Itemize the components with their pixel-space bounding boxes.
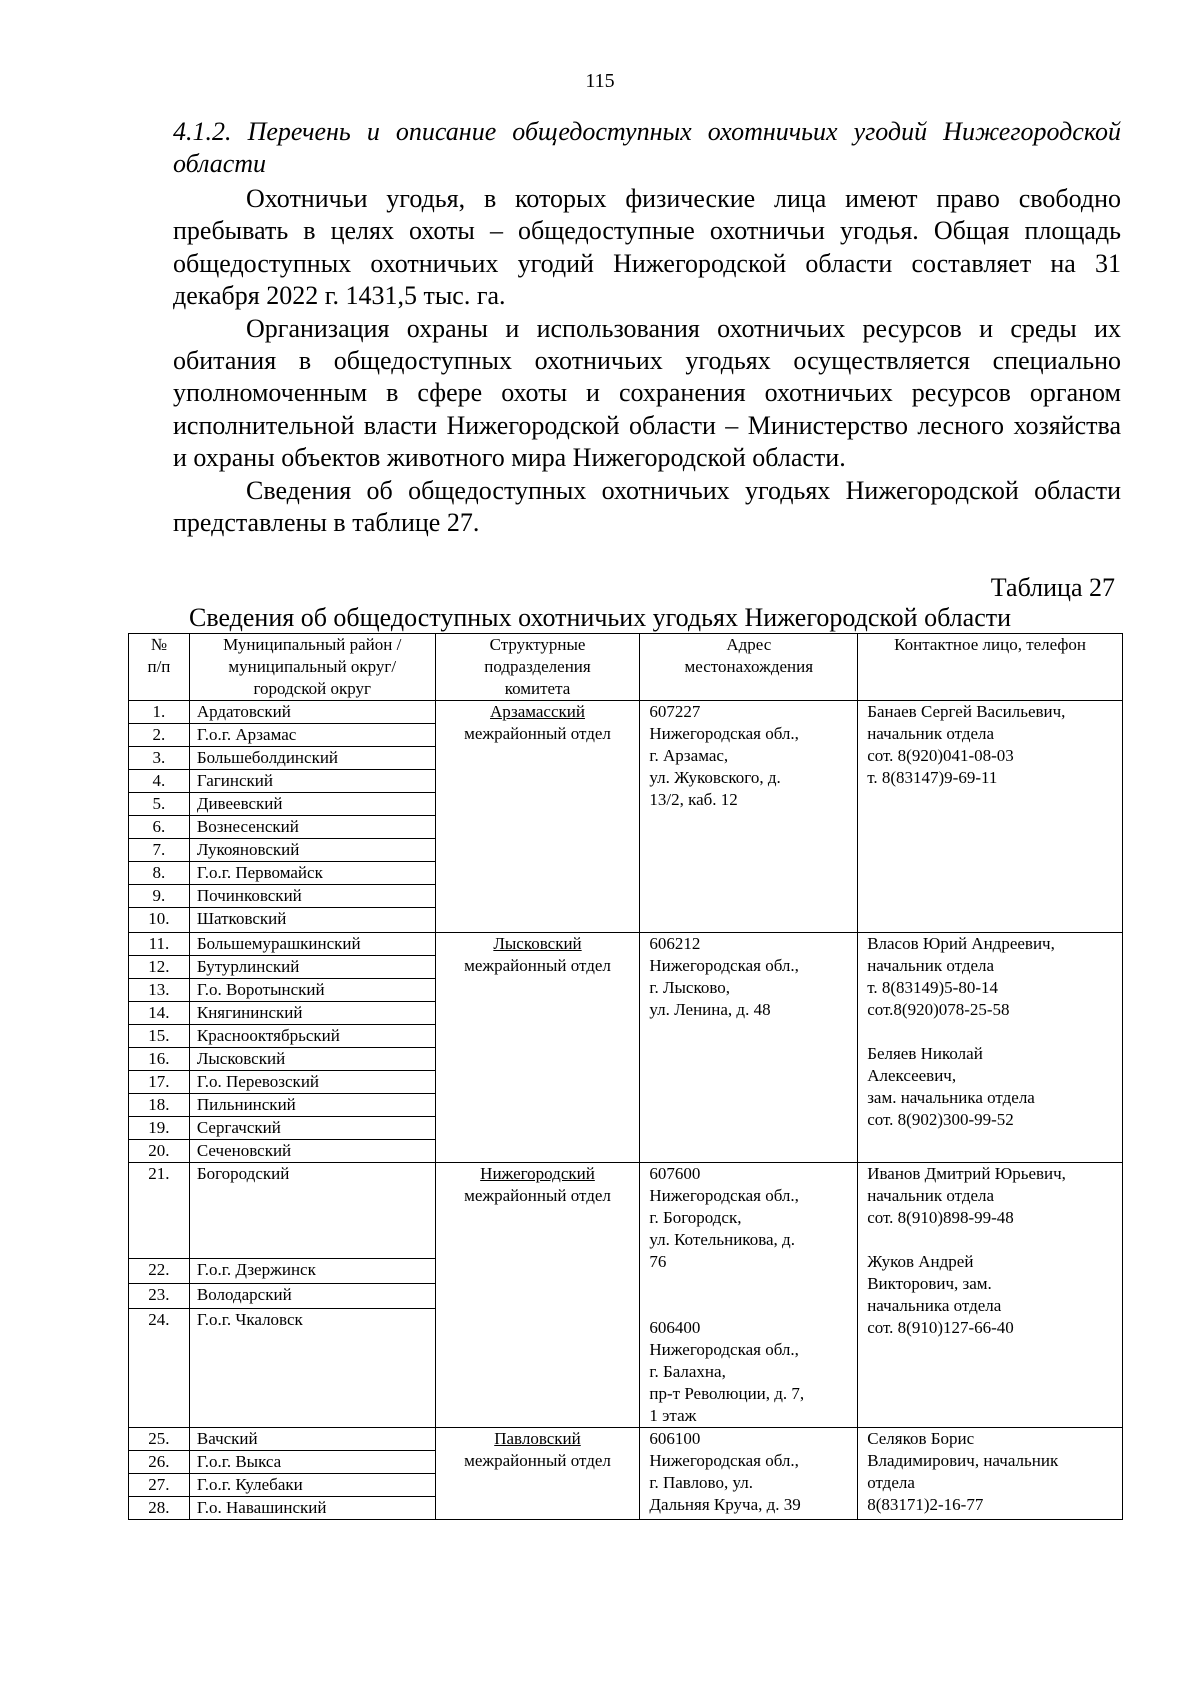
text-line: 1 этаж [649, 1406, 697, 1425]
district-name: Сергачский [189, 1117, 435, 1140]
department-subtitle: межрайонный отдел [464, 1186, 611, 1205]
district-name: Большеболдинский [189, 747, 435, 770]
district-name: Шатковский [189, 908, 435, 933]
row-number: 13. [129, 979, 190, 1002]
text-line: 606100 [649, 1429, 701, 1448]
district-name: Лысковский [189, 1048, 435, 1071]
contact-gap [867, 1229, 1120, 1251]
row-number: 7. [129, 839, 190, 862]
row-number: 22. [129, 1258, 190, 1283]
text-line: отдела [867, 1473, 915, 1492]
text-line: Нижегородская обл., [649, 956, 799, 975]
row-number: 9. [129, 885, 190, 908]
text-line: начальник отдела [867, 724, 995, 743]
row-number: 23. [129, 1283, 190, 1308]
district-name: Г.о. Воротынский [189, 979, 435, 1002]
district-name: Г.о. Навашинский [189, 1497, 435, 1520]
text-line: Нижегородская обл., [649, 1340, 799, 1359]
department-cell [435, 1428, 640, 1520]
district-name: Г.о.г. Арзамас [189, 724, 435, 747]
row-number: 28. [129, 1497, 190, 1520]
text-line: 606212 [649, 934, 701, 953]
text-line: сот. 8(910)898-99-48 [867, 1208, 1014, 1227]
district-name: Починковский [189, 885, 435, 908]
text-line: г. Богородск, [649, 1208, 742, 1227]
department-name: Лысковский [493, 934, 582, 953]
department-name: Арзамасский [490, 702, 585, 721]
department-subtitle: межрайонный отдел [464, 956, 611, 975]
text-line: начальник отдела [867, 1186, 995, 1205]
district-name: Сеченовский [189, 1140, 435, 1163]
text-line: сот.8(920)078-25-58 [867, 1000, 1010, 1019]
paragraph: Организация охраны и использования охотничьих ресурсов и среды их обитания в общедоступных охотничьих угодьях осуществляется специально уполномоченным в сфере охоты и сохранения охотничьих ресурсов органом исполнительной власти Нижегородской области – Министерство лесного хозяйства и охраны объектов животного мира Нижегородской области. [173, 313, 1121, 473]
paragraph: Охотничьи угодья, в которых физические лица имеют право свободно пребывать в целях охоты – общедоступные охотничьи угодья. Общая площадь общедоступных охотничьих угодий Нижегородской области составляет на 31 декабря 2022 г. 1431,5 тыс. га. [173, 184, 1121, 311]
text-line: 76 [649, 1252, 667, 1271]
district-name: Г.о.г. Чкаловск [189, 1308, 435, 1428]
text-line: Викторович, зам. [867, 1274, 992, 1293]
paragraph: Сведения об общедоступных охотничьих угодьях Нижегородской области представлены в таблице 27. [173, 475, 1121, 538]
text-line: Алексеевич, [867, 1066, 957, 1085]
header-address: Адрес местонахождения [640, 634, 858, 701]
row-number: 5. [129, 793, 190, 816]
text-line: 607227 [649, 702, 701, 721]
contact-cell [858, 933, 1123, 1163]
row-number: 21. [129, 1163, 190, 1259]
table-header-row [129, 634, 1123, 701]
row-number: 20. [129, 1140, 190, 1163]
district-name: Г.о.г. Кулебаки [189, 1474, 435, 1497]
table-row [129, 701, 1123, 724]
district-name: Большемурашкинский [189, 933, 435, 956]
contact-cell [858, 1428, 1123, 1520]
district-name: Княгининский [189, 1002, 435, 1025]
address-cell [640, 1163, 858, 1428]
department-cell [435, 1163, 640, 1428]
row-number: 26. [129, 1451, 190, 1474]
text-line: Иванов Дмитрий Юрьевич, [867, 1164, 1066, 1183]
text-line: г. Лысково, [649, 978, 730, 997]
page-number: 115 [585, 70, 615, 92]
text-line: сот. 8(920)041-08-03 [867, 746, 1014, 765]
text-line: Банаев Сергей Васильевич, [867, 702, 1066, 721]
district-name: Володарский [189, 1283, 435, 1308]
district-name: Дивеевский [189, 793, 435, 816]
text-line: начальника отдела [867, 1296, 1002, 1315]
header-number: № п/п [129, 634, 190, 701]
district-name: Вачский [189, 1428, 435, 1451]
text-line: начальник отдела [867, 956, 995, 975]
address-cell [640, 933, 858, 1163]
text-line: пр-т Революции, д. 7, [649, 1384, 805, 1403]
row-number: 12. [129, 956, 190, 979]
table-row [129, 1428, 1123, 1451]
row-number: 24. [129, 1308, 190, 1428]
table-body [129, 701, 1123, 1520]
contact-cell [858, 701, 1123, 933]
text-line: т. 8(83147)9-69-11 [867, 768, 998, 787]
text-line: Дальняя Круча, д. 39 [649, 1495, 801, 1514]
district-name: Бутурлинский [189, 956, 435, 979]
text-line: зам. начальника отдела [867, 1088, 1035, 1107]
text-line: Жуков Андрей [867, 1252, 974, 1271]
contact-cell [858, 1163, 1123, 1428]
row-number: 2. [129, 724, 190, 747]
row-number: 11. [129, 933, 190, 956]
text-line: Селяков Борис [867, 1429, 975, 1448]
address-cell [640, 1428, 858, 1520]
text-line: Беляев Николай [867, 1044, 983, 1063]
text-line: 607600 [649, 1164, 701, 1183]
district-name: Г.о.г. Дзержинск [189, 1258, 435, 1283]
row-number: 4. [129, 770, 190, 793]
table-row [129, 1163, 1123, 1259]
table-caption: Сведения об общедоступных охотничьих угодьях Нижегородской области [188, 603, 1012, 632]
district-name: Ардатовский [189, 701, 435, 724]
text-line: г. Павлово, ул. [649, 1473, 753, 1492]
section-heading: 4.1.2. Перечень и описание общедоступных охотничьих угодий Нижегородской области [173, 117, 1121, 179]
header-department: Структурные подразделения комитета [435, 634, 640, 701]
department-name: Нижегородский [480, 1164, 595, 1183]
district-name: Гагинский [189, 770, 435, 793]
body-text [173, 183, 1121, 539]
row-number: 3. [129, 747, 190, 770]
district-name: Краснооктябрьский [189, 1025, 435, 1048]
text-line: сот. 8(902)300-99-52 [867, 1110, 1014, 1129]
text-line: Нижегородская обл., [649, 724, 799, 743]
department-cell [435, 701, 640, 933]
table-label: Таблица 27 [990, 573, 1115, 602]
row-number: 16. [129, 1048, 190, 1071]
row-number: 25. [129, 1428, 190, 1451]
text-line: г. Балахна, [649, 1362, 726, 1381]
row-number: 18. [129, 1094, 190, 1117]
text-line: Нижегородская обл., [649, 1186, 799, 1205]
address-gap [649, 1273, 855, 1317]
district-name: Вознесенский [189, 816, 435, 839]
row-number: 17. [129, 1071, 190, 1094]
row-number: 27. [129, 1474, 190, 1497]
table-row [129, 933, 1123, 956]
text-line: Нижегородская обл., [649, 1451, 799, 1470]
district-name: Г.о.г. Выкса [189, 1451, 435, 1474]
text-line: 606400 [649, 1318, 701, 1337]
text-line: Владимирович, начальник [867, 1451, 1059, 1470]
row-number: 8. [129, 862, 190, 885]
hunting-grounds-table [128, 633, 1123, 1520]
text-line: Власов Юрий Андреевич, [867, 934, 1055, 953]
text-line: 13/2, каб. 12 [649, 790, 738, 809]
district-name: Г.о. Перевозский [189, 1071, 435, 1094]
department-name: Павловский [494, 1429, 581, 1448]
text-line: ул. Ленина, д. 48 [649, 1000, 771, 1019]
text-line: сот. 8(910)127-66-40 [867, 1318, 1014, 1337]
row-number: 1. [129, 701, 190, 724]
district-name: Пильнинский [189, 1094, 435, 1117]
header-district: Муниципальный район / муниципальный округ/ городской округ [189, 634, 435, 701]
text-line: т. 8(83149)5-80-14 [867, 978, 998, 997]
address-cell [640, 701, 858, 933]
department-cell [435, 933, 640, 1163]
text-line: ул. Жуковского, д. [649, 768, 781, 787]
district-name: Богородский [189, 1163, 435, 1259]
district-name: Лукояновский [189, 839, 435, 862]
text-line: 8(83171)2-16-77 [867, 1495, 984, 1514]
contact-gap [867, 1021, 1120, 1043]
department-subtitle: межрайонный отдел [464, 1451, 611, 1470]
text-line: г. Арзамас, [649, 746, 729, 765]
district-name: Г.о.г. Первомайск [189, 862, 435, 885]
row-number: 15. [129, 1025, 190, 1048]
row-number: 19. [129, 1117, 190, 1140]
row-number: 14. [129, 1002, 190, 1025]
text-line: ул. Котельникова, д. [649, 1230, 795, 1249]
header-contact: Контактное лицо, телефон [858, 634, 1123, 701]
row-number: 6. [129, 816, 190, 839]
department-subtitle: межрайонный отдел [464, 724, 611, 743]
row-number: 10. [129, 908, 190, 933]
